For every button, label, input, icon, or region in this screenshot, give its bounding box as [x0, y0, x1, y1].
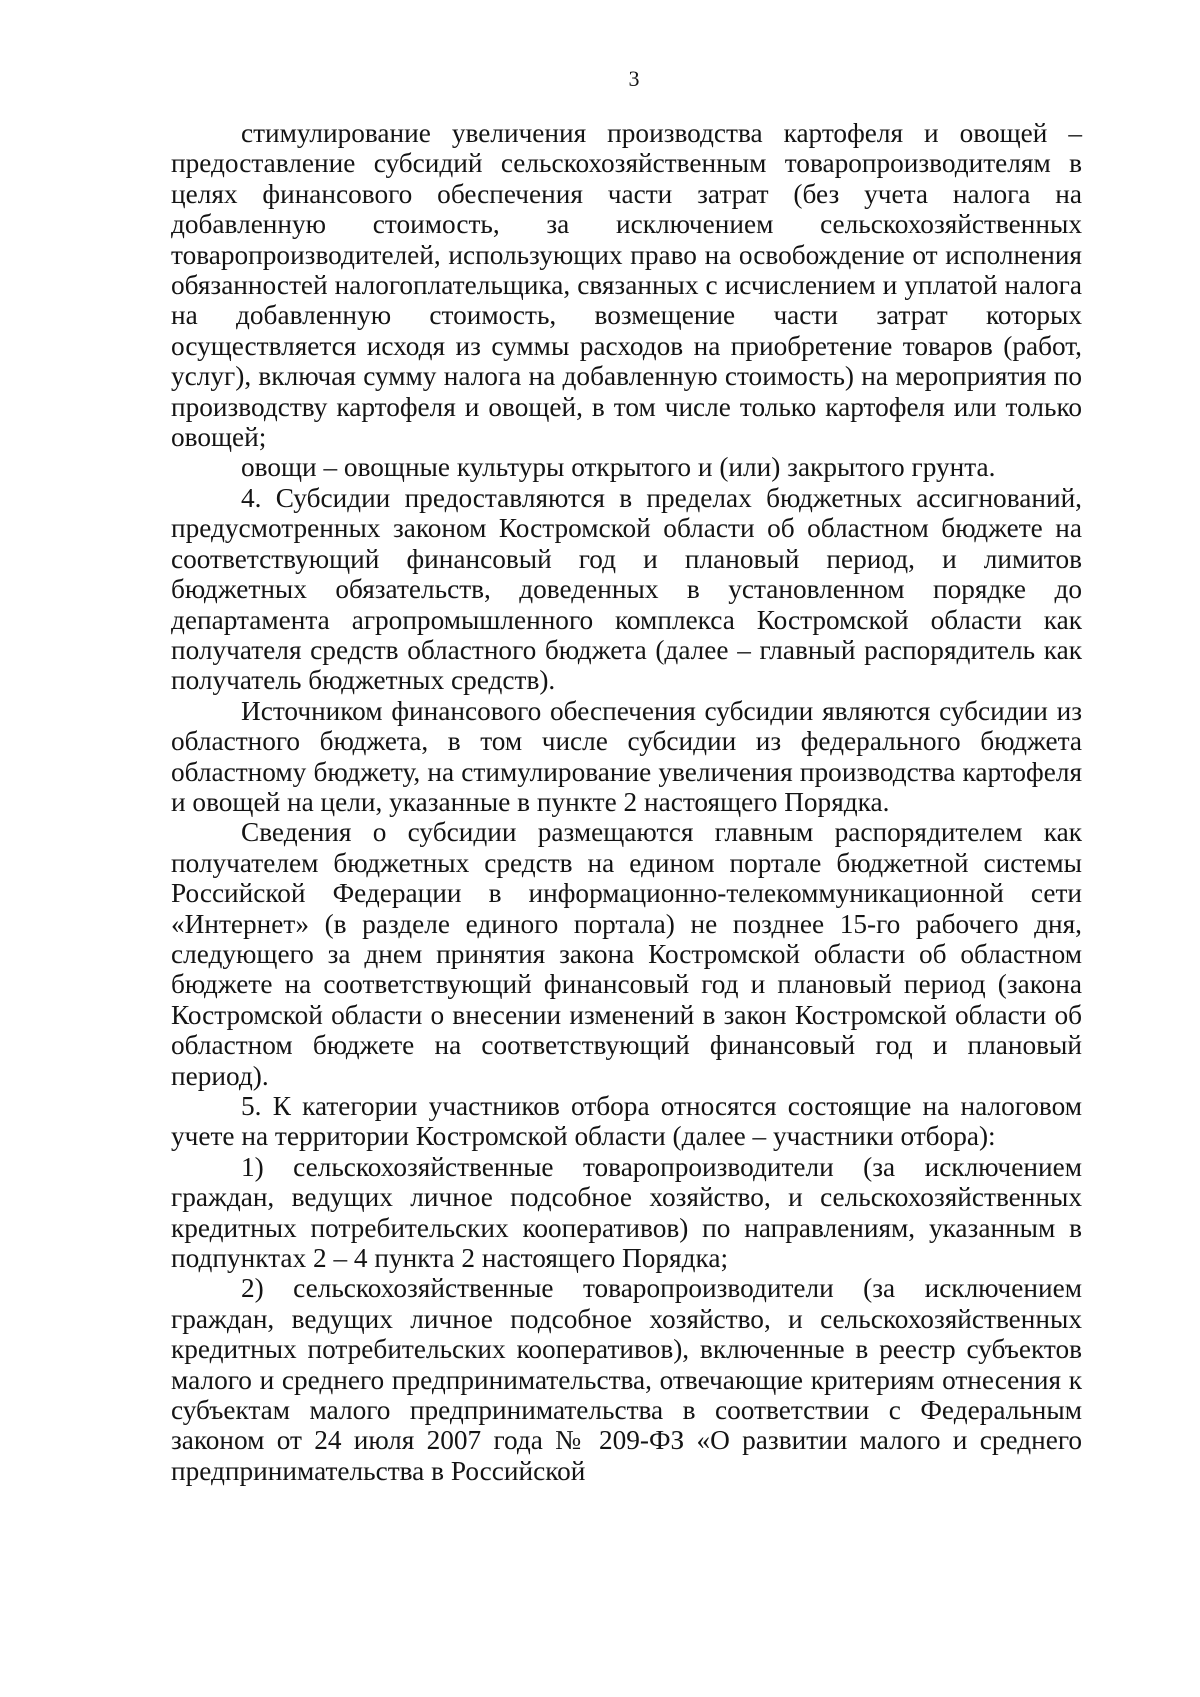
paragraph-item-5-selection-participants: 5. К категории участников отбора относятся состоящие на налоговом учете на территории Костромской области (далее – участники отбора):	[171, 1091, 1082, 1152]
paragraph-potato-vegetable-subsidy-definition: стимулирование увеличения производства картофеля и овощей – предоставление субсидий сельскохозяйственным товаропроизводителям в целях финансового обеспечения части затрат (без учета налога на добавленную стоимость, за исключением сельскохозяйственных товаропроизводителей, использующих право на освобождение от исполнения обязанностей налогоплательщика, связанных с исчислением и уплатой налога на добавленную стоимость, возмещение части затрат которых осуществляется исходя из суммы расходов на приобретение товаров (работ, услуг), включая сумму налога на добавленную стоимость) на мероприятия по производству картофеля и овощей, в том числе только картофеля или только овощей;	[171, 118, 1082, 453]
paragraph-item-4-budget-allocations: 4. Субсидии предоставляются в пределах бюджетных ассигнований, предусмотренных законом Костромской области об областном бюджете на соответствующий финансовый год и плановый период, и лимитов бюджетных обязательств, доведенных в установленном порядке до департамента агропромышленного комплекса Костромской области как получателя средств областного бюджета (далее – главный распорядитель как получатель бюджетных средств).	[171, 482, 1082, 696]
paragraph-subitem-2-small-business-producers: 2) сельскохозяйственные товаропроизводители (за исключением граждан, ведущих личное подсобное хозяйство, и сельскохозяйственных кредитных потребительских кооперативов), включенные в реестр субъектов малого и среднего предпринимательства, отвечающие критериям отнесения к субъектам малого предпринимательства в соответствии с Федеральным законом от 24 июля 2007 года № 209-ФЗ «О развитии малого и среднего предпринимательства в Российской	[171, 1273, 1082, 1486]
paragraph-subitem-1-producers: 1) сельскохозяйственные товаропроизводители (за исключением граждан, ведущих личное подсобное хозяйство, и сельскохозяйственных кредитных потребительских кооперативов) по направлениям, указанным в подпунктах 2 – 4 пункта 2 настоящего Порядка;	[171, 1151, 1082, 1274]
document-body	[171, 118, 1082, 1486]
page-number: 3	[628, 66, 640, 91]
paragraph-vegetables-definition: овощи – овощные культуры открытого и (или) закрытого грунта.	[241, 452, 996, 483]
paragraph-subsidy-information-publication: Сведения о субсидии размещаются главным распорядителем как получателем бюджетных средств на едином портале бюджетной системы Российской Федерации в информационно-телекоммуникационной сети «Интернет» (в разделе единого портала) не позднее 15-го рабочего дня, следующего за днем принятия закона Костромской области об областном бюджете на соответствующий финансовый год и плановый период (закона Костромской области о внесении изменений в закон Костромской области об областном бюджете на соответствующий финансовый год и плановый период).	[171, 817, 1082, 1091]
paragraph-funding-source: Источником финансового обеспечения субсидии являются субсидии из областного бюджета, в том числе субсидии из федерального бюджета областному бюджету, на стимулирование увеличения производства картофеля и овощей на цели, указанные в пункте 2 настоящего Порядка.	[171, 695, 1082, 817]
